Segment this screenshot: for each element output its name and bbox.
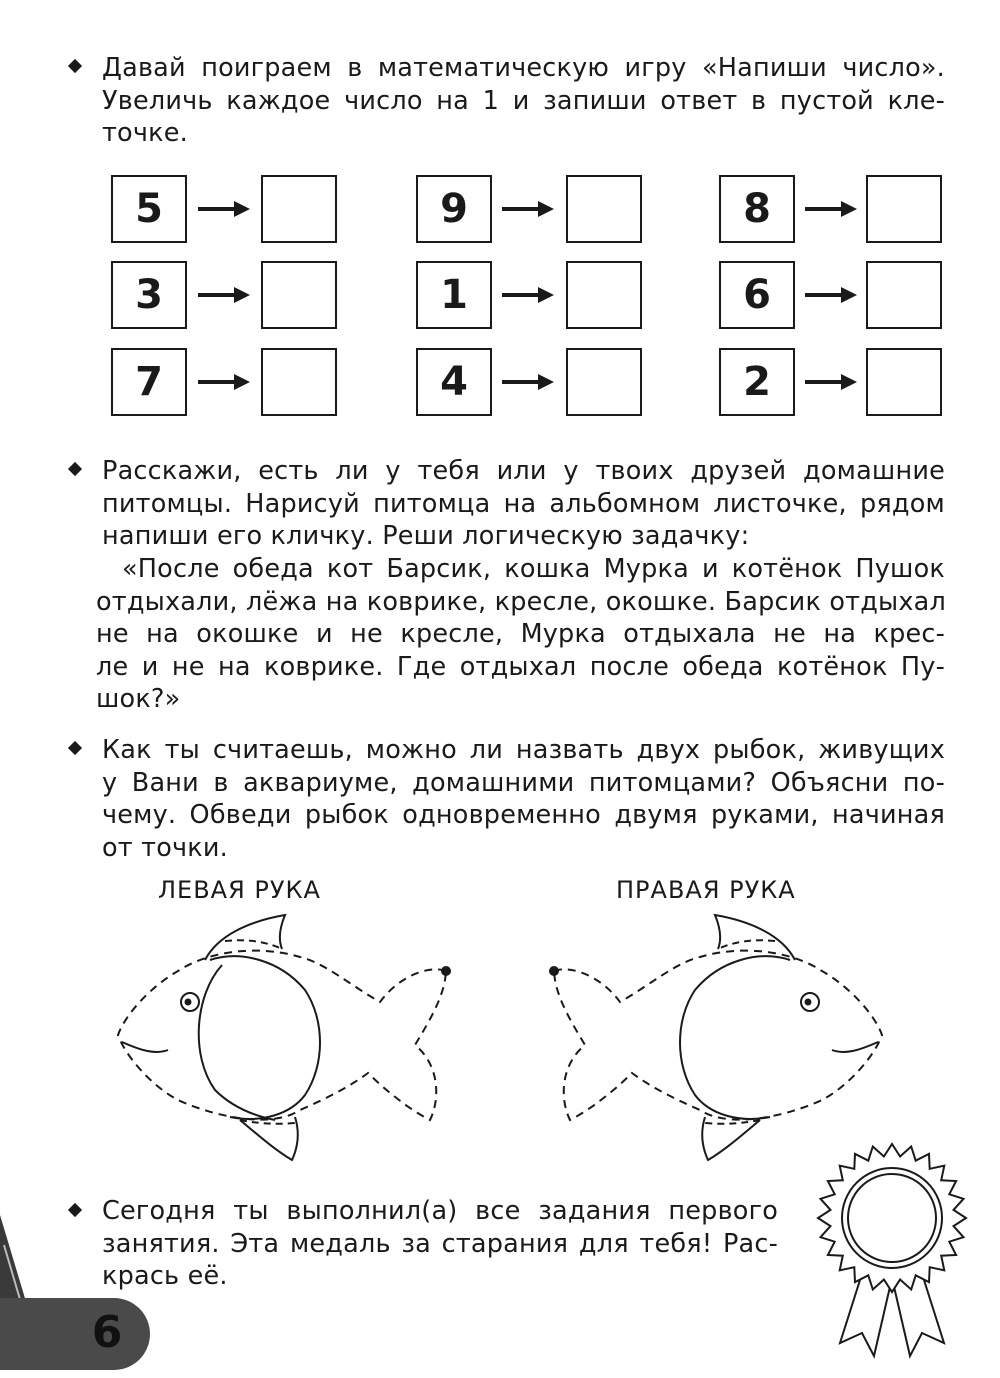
bullet-marker bbox=[68, 59, 82, 73]
text-line: Как ты считаешь, можно ли назвать двух рыбок, живущих bbox=[102, 735, 945, 765]
number-box: 6 bbox=[719, 261, 795, 329]
bullet-marker bbox=[68, 741, 82, 755]
arrow-right-icon bbox=[196, 199, 252, 219]
task3-instructions bbox=[102, 734, 945, 864]
number-box: 9 bbox=[416, 175, 492, 243]
answer-box[interactable] bbox=[566, 175, 642, 243]
arrow-right-icon bbox=[196, 372, 252, 392]
text-line: шок?» bbox=[96, 684, 181, 714]
text-line: точке. bbox=[102, 118, 188, 148]
bullet-marker bbox=[68, 462, 82, 476]
answer-box[interactable] bbox=[261, 175, 337, 243]
task1-instructions bbox=[102, 52, 945, 150]
answer-box[interactable] bbox=[261, 261, 337, 329]
text-line: отдыхали, лёжа на коврике, кресле, окошке. Барсик отдыхал bbox=[96, 586, 946, 617]
left-hand-label: ЛЕВАЯ РУКА bbox=[158, 876, 321, 904]
text-line: не на окошке и не кресле, Мурка отдыхала не на крес- bbox=[96, 619, 945, 649]
text-line: питомцы. Нарисуй питомца на альбомном листочке, рядом bbox=[102, 488, 945, 519]
arrow-right-icon bbox=[500, 285, 556, 305]
fish-left-drawing[interactable] bbox=[100, 905, 470, 1175]
answer-box[interactable] bbox=[261, 348, 337, 416]
arrow-right-icon bbox=[500, 372, 556, 392]
text-line: ле и не на коврике. Где отдыхал после обеда котёнок Пу- bbox=[96, 651, 945, 682]
number-box: 2 bbox=[719, 348, 795, 416]
number-box: 5 bbox=[111, 175, 187, 243]
riddle-text bbox=[96, 553, 945, 716]
answer-box[interactable] bbox=[866, 261, 942, 329]
task4-instructions bbox=[102, 1195, 778, 1293]
fish-right-drawing[interactable] bbox=[530, 905, 900, 1175]
answer-box[interactable] bbox=[566, 261, 642, 329]
text-line: занятия. Эта медаль за старания для тебя! Рас- bbox=[102, 1228, 778, 1259]
text-line: Давай поиграем в математическую игру «Напиши число». bbox=[102, 53, 945, 83]
number-box: 8 bbox=[719, 175, 795, 243]
number-box: 7 bbox=[111, 348, 187, 416]
number-box: 4 bbox=[416, 348, 492, 416]
right-hand-label: ПРАВАЯ РУКА bbox=[616, 876, 796, 904]
arrow-right-icon bbox=[196, 285, 252, 305]
text-line: напиши его кличку. Реши логическую задачку: bbox=[102, 521, 750, 551]
page-number: 6 bbox=[91, 1307, 123, 1358]
text-line: у Вани в аквариуме, домашними питомцами? Объясни по- bbox=[102, 767, 945, 798]
text-line: Сегодня ты выполнил(а) все задания первого bbox=[102, 1196, 778, 1226]
text-line: «После обеда кот Барсик, кошка Мурка и котёнок Пушок bbox=[122, 554, 945, 584]
medal-drawing[interactable] bbox=[812, 1138, 972, 1368]
text-line: Увеличь каждое число на 1 и запиши ответ в пустой кле- bbox=[102, 85, 945, 116]
arrow-right-icon bbox=[500, 199, 556, 219]
arrow-right-icon bbox=[803, 372, 859, 392]
text-line: крась её. bbox=[102, 1261, 228, 1291]
number-box: 3 bbox=[111, 261, 187, 329]
task2-instructions bbox=[102, 455, 945, 553]
answer-box[interactable] bbox=[566, 348, 642, 416]
number-box: 1 bbox=[416, 261, 492, 329]
bullet-marker bbox=[68, 1203, 82, 1217]
text-line: чему. Обведи рыбок одновременно двумя руками, начиная bbox=[102, 800, 945, 830]
text-line: от точки. bbox=[102, 832, 228, 863]
arrow-right-icon bbox=[803, 199, 859, 219]
arrow-right-icon bbox=[803, 285, 859, 305]
text-line: Расскажи, есть ли у тебя или у твоих друзей домашние bbox=[102, 456, 945, 486]
answer-box[interactable] bbox=[866, 175, 942, 243]
answer-box[interactable] bbox=[866, 348, 942, 416]
